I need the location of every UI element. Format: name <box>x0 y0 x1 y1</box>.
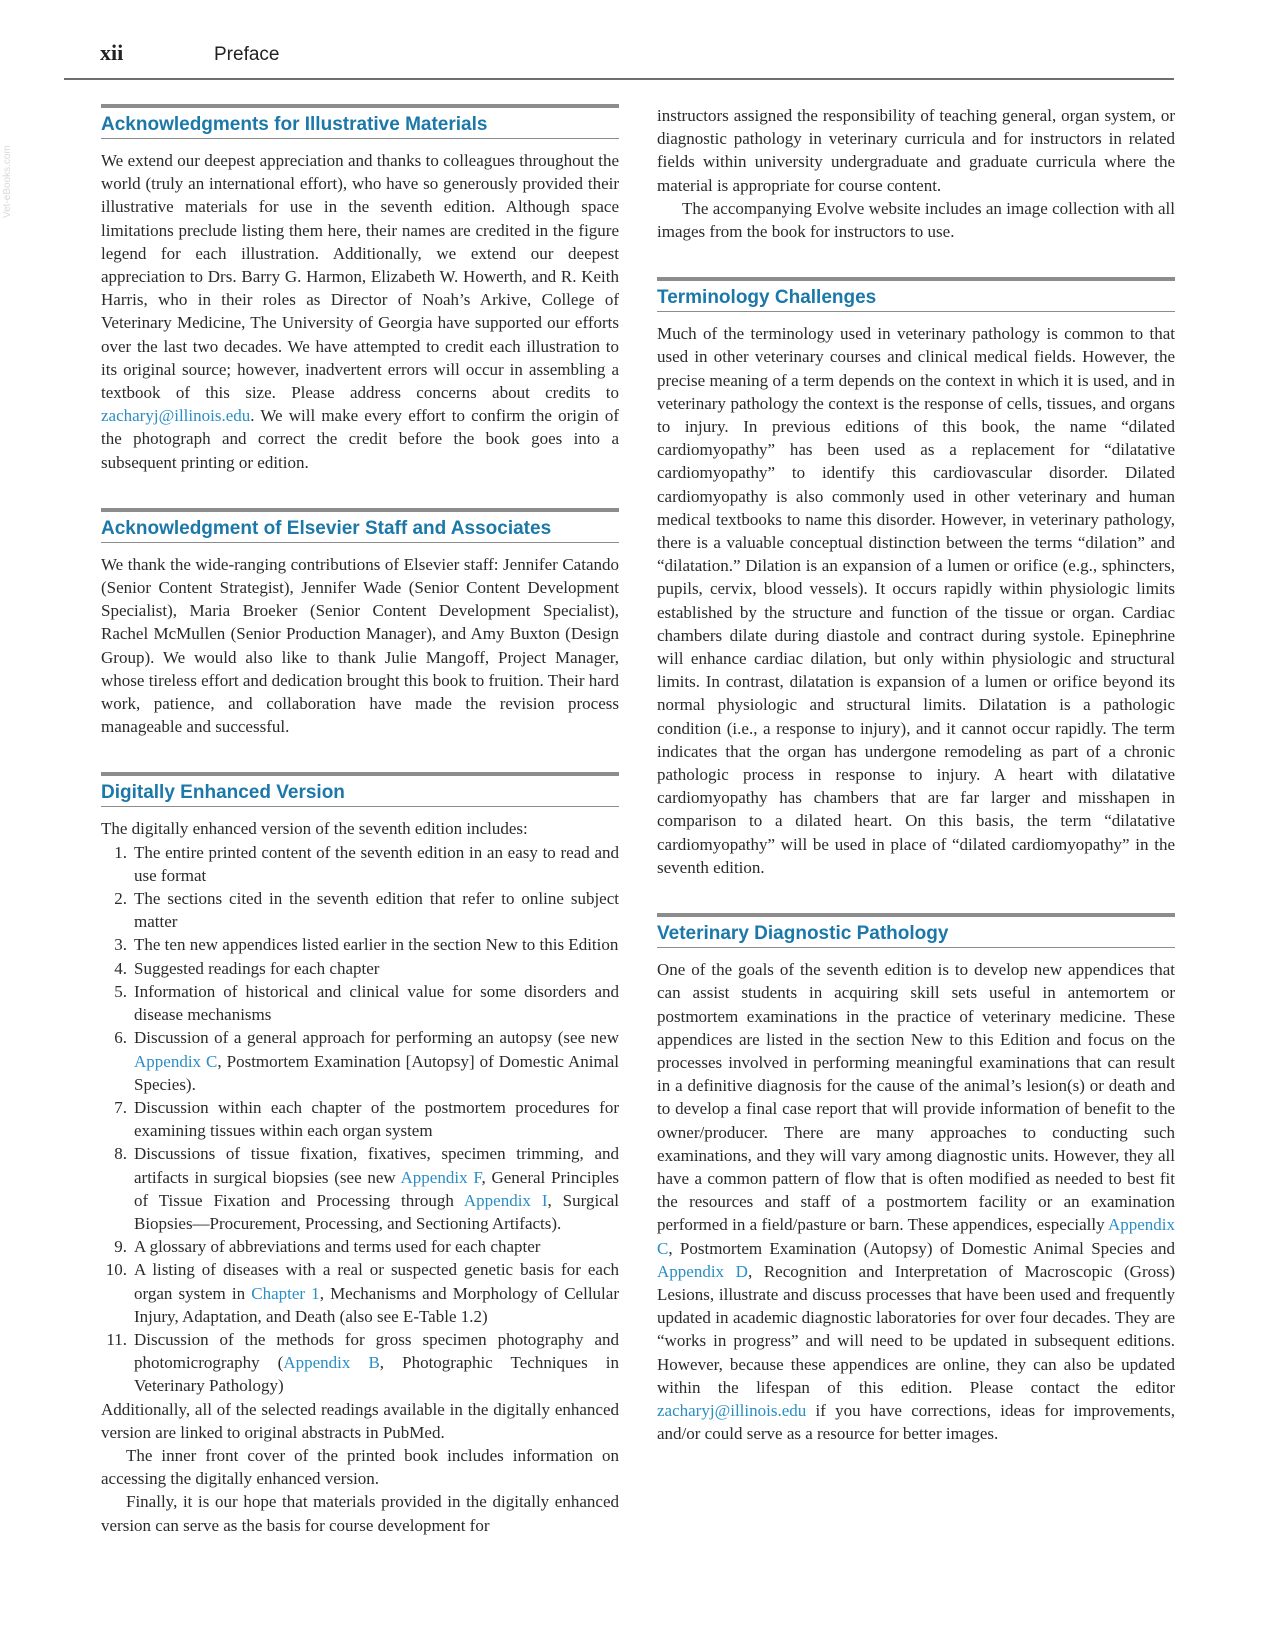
list-text: A listing of diseases with a real or suspected genetic basis for each organ system in <box>134 1260 619 1303</box>
list-item <box>101 1026 619 1096</box>
list-number: 6. <box>114 1028 127 1048</box>
appendix-link[interactable]: Appendix F <box>400 1167 482 1187</box>
list-text: Discussion within each chapter of the postmortem procedures for examining tissues within each organ system <box>134 1097 619 1141</box>
list-number: 5. <box>114 981 127 1001</box>
list-item <box>101 957 619 980</box>
text-run: One of the goals of the seventh edition is to develop new appendices that can assist students in acquiring skill sets useful in antemortem or postmortem examinations in the practice of veterinary medicine. These appendices are listed in the section New to this Edition and focus on the processes involved in performing meaningful examinations that can result in a definitive diagnosis for the cause of the animal’s lesion(s) or death and to develop a final case report that will provide information of benefit to the owner/producer. There are many approaches to conducting such examinations, and they will vary among diagnostic units. However, they all have a common pattern of flow that is often modified as needed to best fit the resources and staff of a postmortem facility or an examination performed in a field/pasture or barn. These appendices, especially <box>657 960 1175 1235</box>
list-item <box>101 841 619 887</box>
list-number: 3. <box>114 935 127 955</box>
page-number: xii <box>100 40 124 65</box>
list-text: The entire printed content of the seventh edition in an easy to read and use format <box>134 842 619 885</box>
section-digitally-enhanced <box>101 772 619 1536</box>
appendix-link[interactable]: Appendix C <box>134 1051 218 1071</box>
section-heading: Acknowledgment of Elsevier Staff and Associates <box>101 517 552 539</box>
list-item <box>101 933 619 956</box>
email-link[interactable]: zacharyj@illinois.edu <box>657 1400 807 1420</box>
section-illustrative-materials <box>101 104 619 474</box>
text-run: if you have corrections, ideas for improvements, and/or could serve as a resource for better images. <box>657 1400 1175 1444</box>
section-heading-rule <box>101 104 619 139</box>
appendix-link[interactable]: Appendix I <box>463 1190 548 1210</box>
paragraph: Much of the terminology used in veterinary pathology is common to that used in other veterinary courses and clinical medical fields. However, the precise meaning of a term depends on the context in which it is used, and in veterinary pathology the context is the response of cells, tissues, and organs to injury. In previous editions of this book, the name “dilated cardiomyopathy” has been used as a replacement for “dilatative cardiomyopathy” to identify this cardiovascular disorder. Dilated cardiomyopathy is also commonly used in other veterinary and human medical textbooks to name this disorder. However, in veterinary pathology, there is a valuable conceptual distinction between the terms “dilation” and “dilatation.” Dilation is an expansion of a lumen or orifice (e.g., sphincters, pupils, cervix, blood vessels). It occurs rapidly within physiologic limits established by the structure and function of the tissue or organ. Cardiac chambers dilate during diastole and contract during systole. Epinephrine will enhance cardiac dilation, but only within physiologic and structural limits. In contrast, dilatation is expansion of a lumen or orifice beyond its normal physiologic and structural limits. Dilatation is a pathologic condition (i.e., a response to injury), and it cannot occur rapidly. The term indicates that the organ has undergone remodeling as part of a chronic pathologic process in response to injury. A heart with dilatative cardiomyopathy has chambers that are far larger and misshapen in comparison to a dilated heart. On this basis, the term “dilatative cardiomyopathy” will be used in place of “dilated cardiomyopathy” in the seventh edition. <box>657 324 1175 877</box>
list-text: , Photographic Techniques in Veterinary Pathology) <box>134 1353 620 1396</box>
list-number: 4. <box>114 958 127 978</box>
list-text: The sections cited in the seventh edition that refer to online subject matter <box>134 889 619 932</box>
paragraph: We thank the wide-ranging contributions of Elsevier staff: Jennifer Catando (Senior Content Strategist), Jennifer Wade (Senior Content Development Specialist), Maria Broeker (Senior Content Development Specialist), Rachel McMullen (Senior Production Manager), and Amy Buxton (Design Group). We would also like to thank Julie Mangoff, Project Manager, whose tireless effort and dedication brought this book to fruition. Their hard work, patience, and collaboration have made the revision process manageable and successful. <box>101 554 619 737</box>
list-text: The ten new appendices listed earlier in the section New to this Edition <box>134 935 619 955</box>
section-heading: Digitally Enhanced Version <box>101 782 345 804</box>
email-link[interactable]: zacharyj@illinois.edu <box>101 406 251 426</box>
list-number: 11. <box>106 1329 127 1349</box>
text-run: , Recognition and Interpretation of Macroscopic (Gross) Lesions, illustrate and discuss processes that have been used and frequently updated in academic diagnostic laboratories for over four decades. They are “works in progress” and will need to be updated in subsequent editions. However, because these appendices are online, they can also be updated within the lifespan of this edition. Please contact the editor <box>657 1261 1176 1397</box>
list-text: Suggested readings for each chapter <box>134 958 380 978</box>
right-column <box>657 104 1175 1479</box>
watermark: Vet-eBooks.com <box>2 145 13 218</box>
appendix-link[interactable]: Appendix C <box>657 1215 1175 1258</box>
list-item <box>101 1142 619 1235</box>
list-text: , General Principles of Tissue Fixation and Processing through <box>134 1167 620 1210</box>
section-heading-rule <box>657 913 1175 948</box>
list-text: Information of historical and clinical value for some disorders and disease mechanisms <box>134 981 619 1025</box>
section-heading: Terminology Challenges <box>657 287 877 309</box>
numbered-list <box>101 841 619 1398</box>
list-text: Discussions of tissue fixation, fixatives, specimen trimming, and artifacts in surgical biopsies (see new <box>134 1144 619 1187</box>
list-item <box>101 1328 619 1398</box>
paragraph <box>657 958 1175 1445</box>
left-column <box>101 104 619 1571</box>
paragraph: The accompanying Evolve website includes an image collection with all images from the book for instructors to use. <box>657 198 1175 242</box>
list-item <box>101 1235 619 1258</box>
list-item <box>101 1258 619 1328</box>
paragraph: The digitally enhanced version of the seventh edition includes: <box>101 819 528 839</box>
section-heading: Acknowledgments for Illustrative Materials <box>101 114 488 135</box>
list-number: 8. <box>114 1144 127 1164</box>
list-number: 7. <box>114 1097 127 1117</box>
list-text: A glossary of abbreviations and terms used for each chapter <box>134 1237 541 1257</box>
appendix-link[interactable]: Appendix D <box>657 1261 748 1281</box>
section-heading-rule <box>101 772 619 807</box>
list-item <box>101 1096 619 1142</box>
running-head <box>64 38 1174 80</box>
running-title: Preface <box>214 44 280 65</box>
text-run: . We will make every effort to confirm the origin of the photograph and correct the credit before the book goes into a subsequent printing or edition. <box>101 406 619 472</box>
paragraph: Finally, it is our hope that materials provided in the digitally enhanced version can serve as the basis for course development for <box>101 1492 619 1535</box>
section-terminology <box>657 277 1175 879</box>
paragraph: instructors assigned the responsibility of teaching general, organ system, or diagnostic pathology in veterinary curricula and for instructors in related fields within university undergraduate and graduate curricula where the material is appropriate for course content. <box>657 106 1175 195</box>
section-heading-rule <box>657 277 1175 312</box>
paragraph: Additionally, all of the selected readings available in the digitally enhanced version are linked to original abstracts in PubMed. <box>101 1399 619 1442</box>
chapter-link[interactable]: Chapter 1 <box>251 1283 320 1303</box>
text-run: We extend our deepest appreciation and thanks to colleagues throughout the world (truly an international effort), who have so generously provided their illustrative materials for use in the seventh edition. Although space limitations preclude listing them here, their names are credited in the figure legend for each illustration. Additionally, we extend our deepest appreciation to Drs. Barry G. Harmon, Elizabeth W. Howerth, and R. Keith Harris, who in their roles as Director of Noah’s Arkive, College of Veterinary Medicine, The University of Georgia have supported our efforts over the last two decades. We have attempted to credit each illustration to its original source; however, inadvertent errors will occur in assembling a textbook of this size. Please address concerns about credits to <box>101 151 619 403</box>
list-number: 10. <box>105 1260 127 1280</box>
paragraph <box>101 149 619 474</box>
list-item <box>101 980 619 1026</box>
section-diagnostic-pathology <box>657 913 1175 1445</box>
section-elsevier-staff <box>101 508 619 739</box>
list-text: , Mechanisms and Morphology of Cellular Injury, Adaptation, and Death (also see E-Table 1.2) <box>134 1283 619 1326</box>
list-text: , Postmortem Examination [Autopsy] of Domestic Animal Species). <box>134 1051 619 1094</box>
section-continued <box>657 104 1175 243</box>
appendix-link[interactable]: Appendix B <box>283 1353 380 1373</box>
list-item <box>101 887 619 933</box>
list-text: Discussion of a general approach for performing an autopsy (see new <box>134 1028 619 1048</box>
list-number: 2. <box>114 889 127 909</box>
section-heading: Veterinary Diagnostic Pathology <box>657 923 949 945</box>
list-number: 1. <box>114 842 127 862</box>
list-text: , Surgical Biopsies—Procurement, Processing, and Sectioning Artifacts). <box>134 1190 619 1233</box>
list-number: 9. <box>114 1237 127 1257</box>
text-run: , Postmortem Examination (Autopsy) of Domestic Animal Species and <box>668 1238 1175 1258</box>
list-text: Discussion of the methods for gross specimen photography and photomicrography ( <box>134 1329 619 1373</box>
paragraph: The inner front cover of the printed book includes information on accessing the digitally enhanced version. <box>101 1445 619 1489</box>
section-heading-rule <box>101 508 619 543</box>
